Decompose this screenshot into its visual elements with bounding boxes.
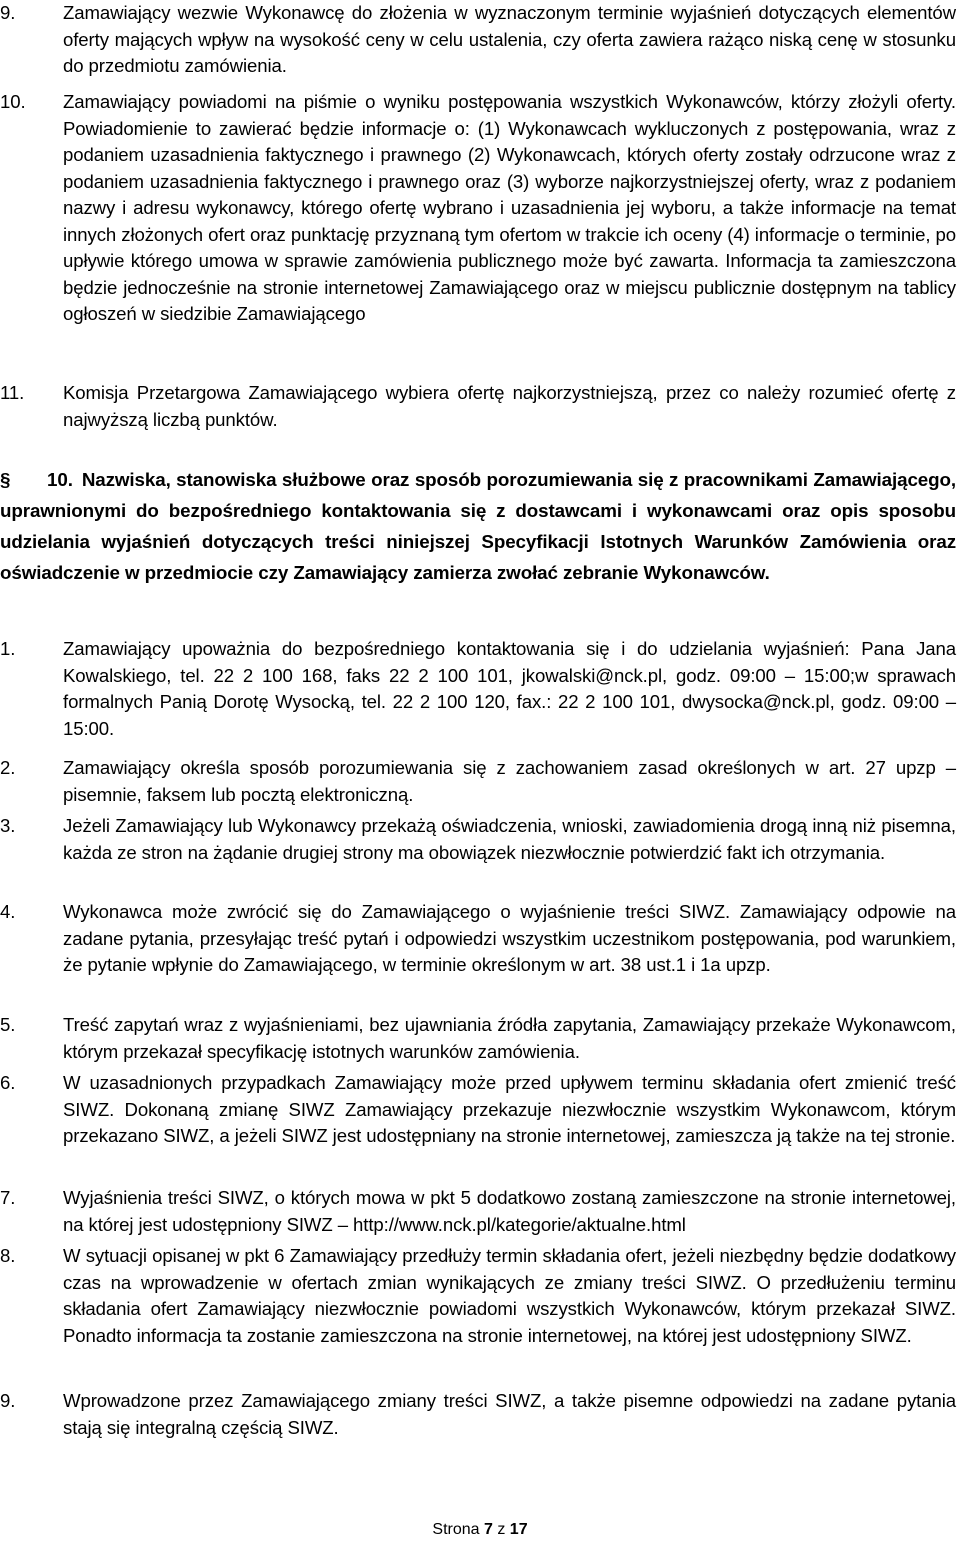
item-text: Komisja Przetargowa Zamawiającego wybiera ofertę najkorzystniejszą, przez co należy rozumieć ofertę z najwyższą liczbą punktów. — [63, 382, 956, 430]
section-heading — [0, 464, 956, 588]
list-item — [0, 813, 956, 866]
item-text: Zamawiający określa sposób porozumiewania się z zachowaniem zasad określonych w art. 27 upzp – pisemnie, faksem lub pocztą elektroniczną. — [63, 757, 956, 805]
current-page-number: 7 — [483, 1521, 493, 1538]
page-separator: z — [497, 1521, 506, 1538]
item-text: W sytuacji opisanej w pkt 6 Zamawiający przedłuży termin składania ofert, jeżeli niezbędny będzie dodatkowy czas na wprowadzenie w ofertach zmian wynikających ze zmiany treści SIWZ. O przedłużeniu terminu składania ofert Zamawiający niezwłocznie powiadomi wszystkich Wykonawców, którym przekazał SIWZ. Ponadto informacja ta zostanie zamieszczona na stronie internetowej, na której jest udostępniony SIWZ. — [63, 1245, 956, 1346]
item-text: Zamawiający wezwie Wykonawcę do złożenia w wyznaczonym terminie wyjaśnień dotyczących elementów oferty mających wpływ na wysokość ceny w celu ustalenia, czy oferta zawiera rażąco niską cenę w stosunku do przedmiotu zamówienia. — [63, 2, 956, 76]
item-number: 7. — [0, 1187, 16, 1208]
page-footer — [0, 1521, 960, 1539]
list-item — [0, 380, 956, 433]
item-number: 3. — [0, 815, 16, 836]
item-text: Zamawiający upoważnia do bezpośredniego kontaktowania się i do udzielania wyjaśnień: Pana Jana Kowalskiego, tel. 22 2 100 168, faks 22 2 100 101, jkowalski@nck.pl, godz. 09:00 – 15:00;w sprawach formalnych Panią Dorotę Wysocką, tel. 22 2 100 120, fax.: 22 2 100 101, dwysocka@nck.pl, godz. 09:00 – 15:00. — [63, 638, 956, 739]
section-title: Nazwiska, stanowiska służbowe oraz sposób porozumiewania się z pracownikami Zamawiającego, uprawnionymi do bezpośredniego kontaktowania się z dostawcami i wykonawcami oraz opis sposobu udzielania wyjaśnień dotyczących treści niniejszej Specyfikacji Istotnych Warunków Zamówienia oraz oświadczenie w przedmiocie czy Zamawiający zamierza zwołać zebranie Wykonawców. — [0, 469, 956, 583]
item-text: W uzasadnionych przypadkach Zamawiający może przed upływem terminu składania ofert zmienić treść SIWZ. Dokonaną zmianę SIWZ Zamawiający przekazuje niezwłocznie wszystkim Wykonawcom, którym przekazano SIWZ, a jeżeli SIWZ jest udostępniany na stronie internetowej, zamieszcza ją także na tej stronie. — [63, 1072, 956, 1146]
item-text: Jeżeli Zamawiający lub Wykonawcy przekażą oświadczenia, wnioski, zawiadomienia drogą inną niż pisemna, każda ze stron na żądanie drugiej strony ma obowiązek niezwłocznie potwierdzić fakt ich otrzymania. — [63, 815, 956, 863]
item-number: 2. — [0, 757, 16, 778]
total-pages-number: 17 — [509, 1521, 528, 1538]
item-text: Wykonawca może zwrócić się do Zamawiającego o wyjaśnienie treści SIWZ. Zamawiający odpowie na zadane pytania, przesyłając treść pytań i odpowiedzi wszystkim uczestnikom postępowania, pod warunkiem, że pytanie wpłynie do Zamawiającego, w terminie określonym w art. 38 ust.1 i 1a upzp. — [63, 901, 956, 975]
item-number: 10. — [0, 91, 26, 112]
item-number: 6. — [0, 1072, 16, 1093]
list-item — [0, 0, 956, 80]
item-number: 8. — [0, 1245, 16, 1266]
list-item — [0, 89, 956, 328]
section-number: 10. — [47, 469, 73, 490]
page-label: Strona — [432, 1521, 480, 1538]
item-text: Zamawiający powiadomi na piśmie o wyniku postępowania wszystkich Wykonawców, którzy złożyli oferty. Powiadomienie to zawierać będzie informacje o: (1) Wykonawcach wykluczonych z postępowania, wraz z podaniem uzasadnienia faktycznego i prawnego (2) Wykonawcach, których oferty zostały odrzucone wraz z podaniem uzasadnienia faktycznego i prawnego oraz (3) wyborze najkorzystniejszej oferty, wraz z podaniem nazwy i adresu wykonawcy, którego ofertę wybrano i uzasadnienia jej wyboru, a także informacje na temat innych złożonych ofert oraz punktację przyznaną tym ofertom w trakcie ich oceny (4) informacje o terminie, po upływie którego umowa w sprawie zamówienia publicznego może być zawarta. Informacja ta zamieszczona będzie jednocześnie na stronie internetowej Zamawiającego oraz w miejscu publicznie dostępnym na tablicy ogłoszeń w siedzibie Zamawiającego — [63, 91, 956, 324]
list-item — [0, 1012, 956, 1065]
item-number: 5. — [0, 1014, 16, 1035]
item-text: Wprowadzone przez Zamawiającego zmiany treści SIWZ, a także pisemne odpowiedzi na zadane pytania stają się integralną częścią SIWZ. — [63, 1390, 956, 1438]
item-number: 1. — [0, 638, 16, 659]
list-item — [0, 1185, 956, 1238]
item-number: 9. — [0, 2, 16, 23]
list-item — [0, 636, 956, 742]
list-item — [0, 1388, 956, 1441]
item-text: Treść zapytań wraz z wyjaśnieniami, bez ujawniania źródła zapytania, Zamawiający przekaże Wykonawcom, którym przekazał specyfikację istotnych warunków zamówienia. — [63, 1014, 956, 1062]
list-item — [0, 755, 956, 808]
section-symbol: § — [0, 469, 11, 490]
item-number: 4. — [0, 901, 16, 922]
list-item — [0, 899, 956, 979]
list-item — [0, 1243, 956, 1349]
item-text: Wyjaśnienia treści SIWZ, o których mowa w pkt 5 dodatkowo zostaną zamieszczone na stronie internetowej, na której jest udostępniony SIWZ – http://www.nck.pl/kategorie/aktualne.html — [63, 1187, 956, 1235]
item-number: 11. — [0, 382, 25, 403]
item-number: 9. — [0, 1390, 16, 1411]
list-item — [0, 1070, 956, 1150]
